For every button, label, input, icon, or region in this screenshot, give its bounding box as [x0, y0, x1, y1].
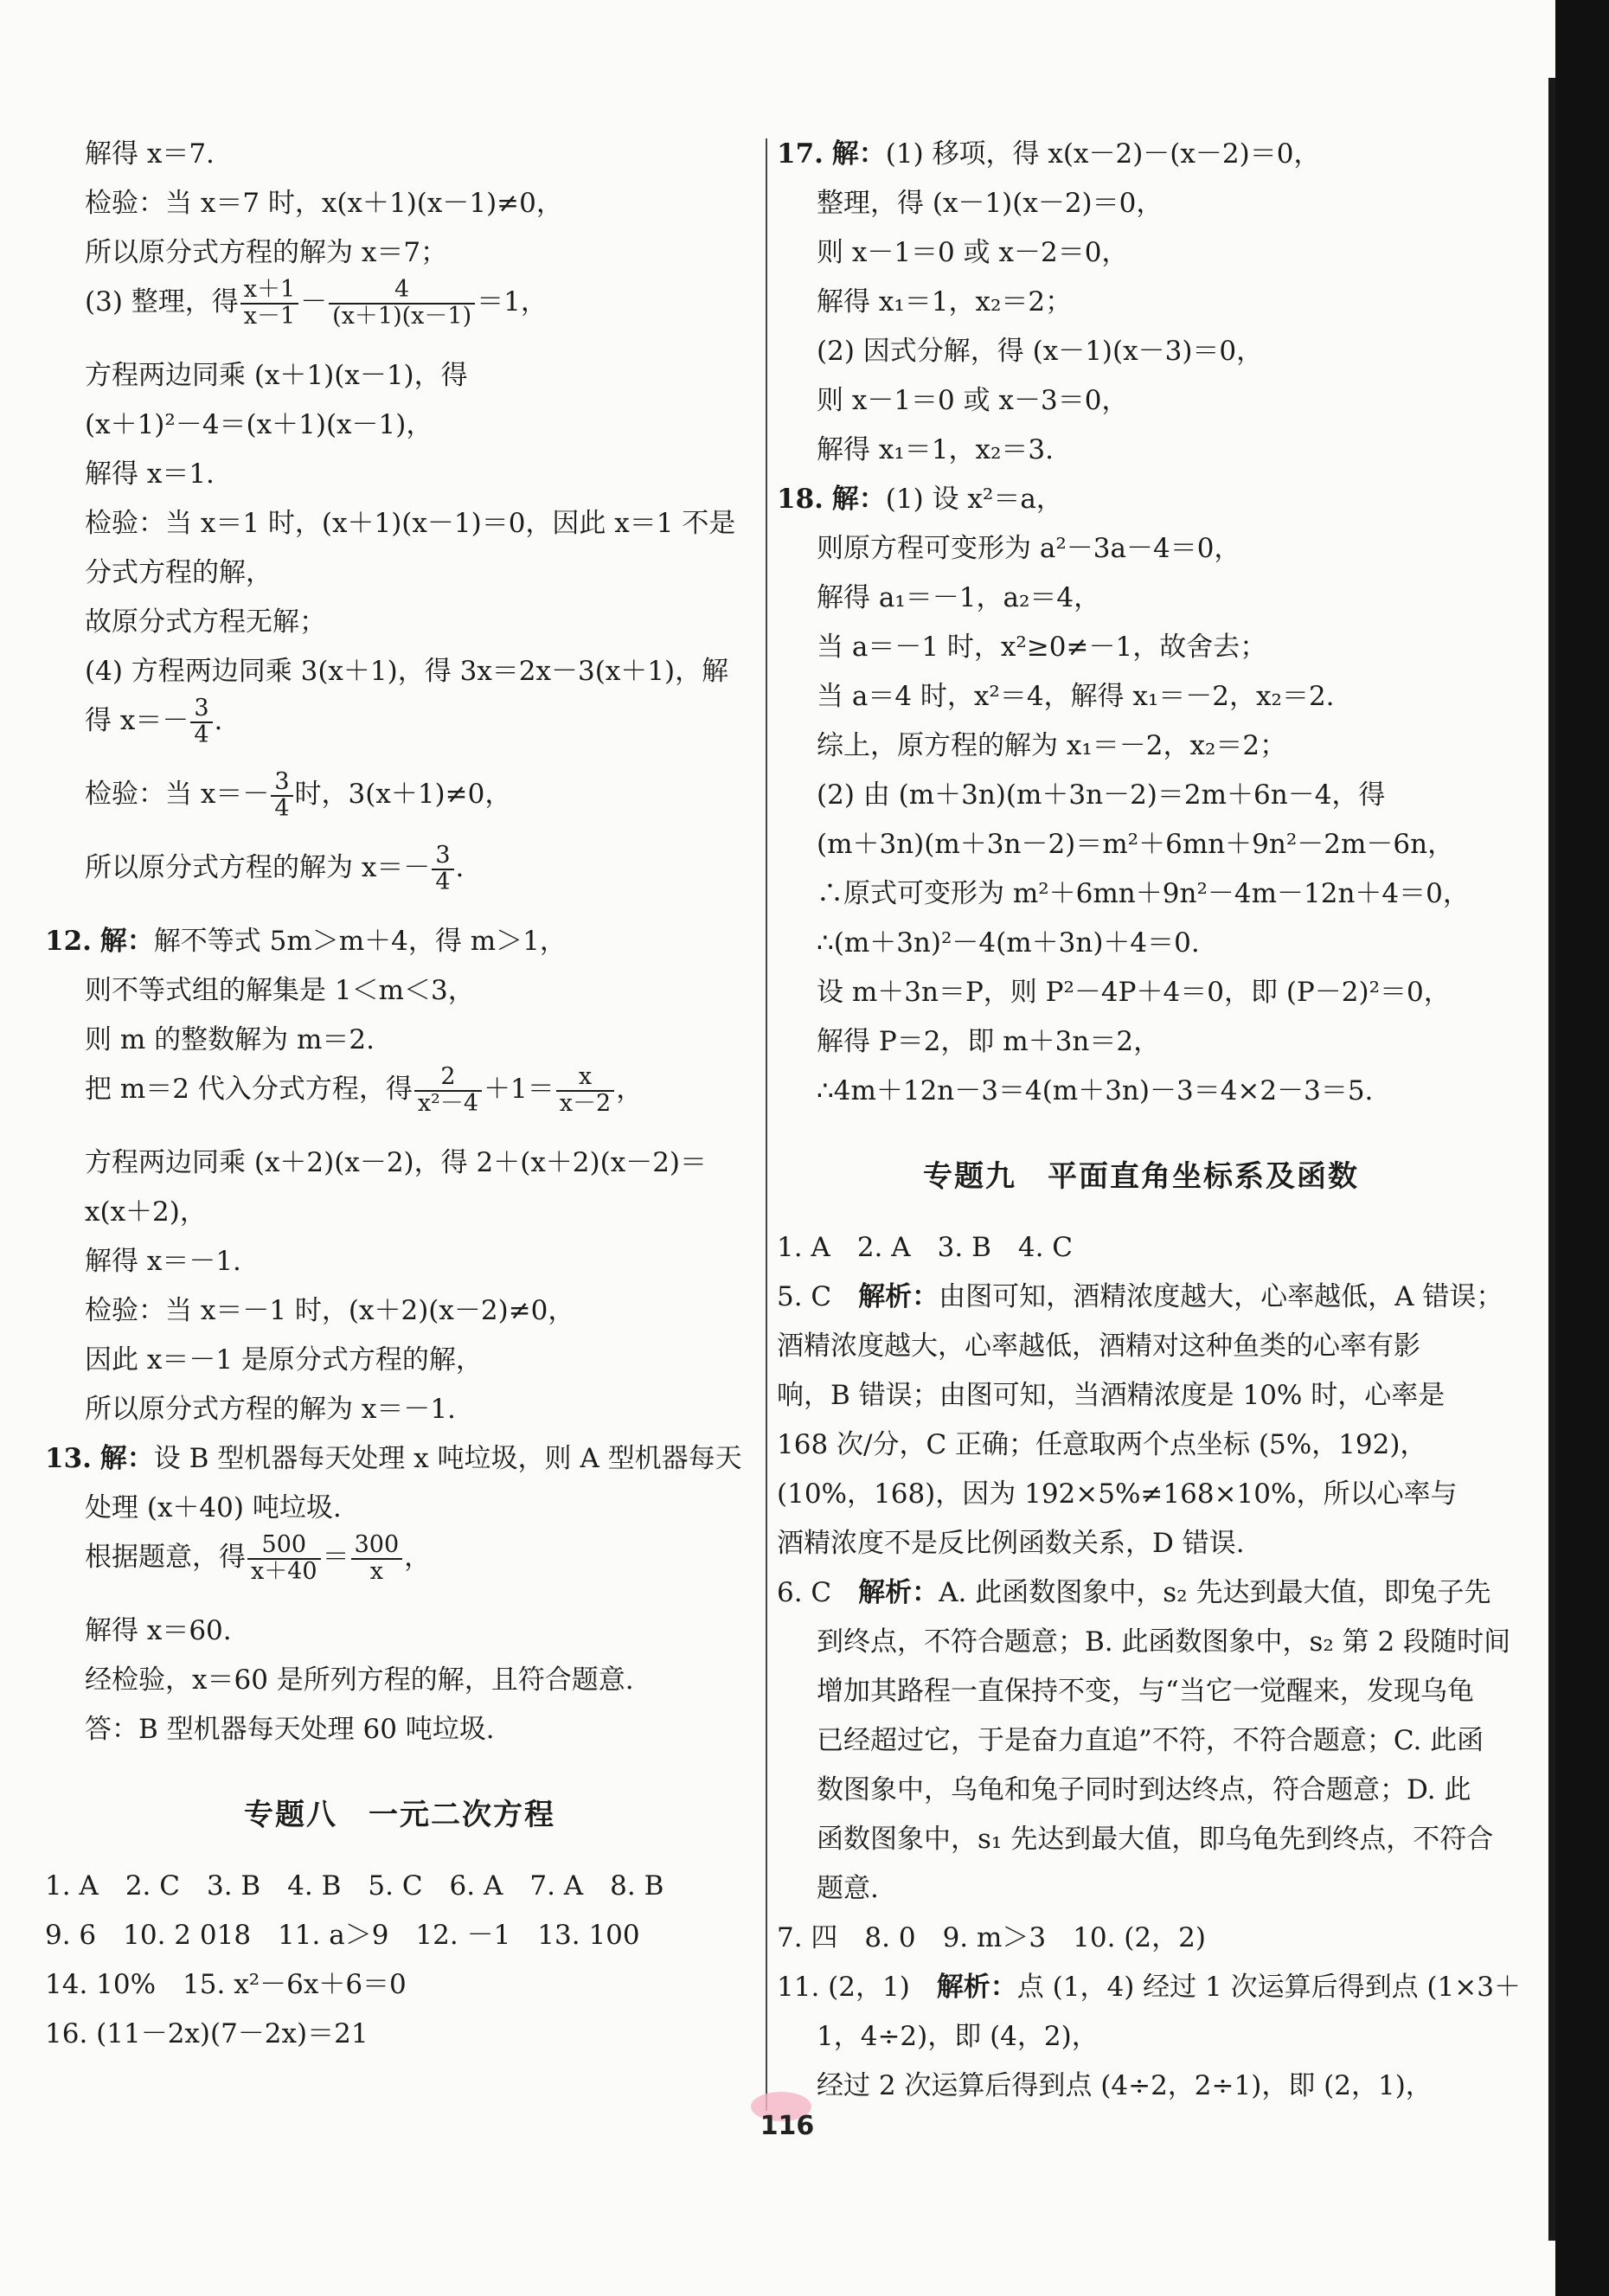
text: 得 x＝－	[85, 705, 189, 736]
text-line: 检验：当 x＝－1 时，(x＋2)(x－2)≠0，	[85, 1295, 575, 1326]
fraction: $\frac{4}{(x+1)(x-1)}$	[329, 278, 475, 329]
text-line: 当 a＝4 时，x²＝4，解得 x₁＝－2，x₂＝2.	[817, 681, 1335, 712]
text: ，	[616, 1074, 644, 1105]
text-line: 数图象中，乌龟和兔子同时到达终点，符合题意；D. 此	[817, 1774, 1471, 1805]
text: －	[300, 286, 328, 317]
text-line: 题意.	[817, 1873, 879, 1904]
text: ，	[404, 1542, 432, 1573]
fraction: $\frac{2}{\text{x²－4}}$	[414, 1065, 482, 1116]
text-line: 故原分式方程无解；	[85, 606, 326, 638]
fraction: $\frac{x}{x-2}$	[556, 1065, 614, 1116]
text-line: 响，B 错误；由图可知，当酒精浓度是 10% 时，心率是	[777, 1380, 1446, 1411]
text-line: 解得 a₁＝－1，a₂＝4，	[817, 582, 1101, 613]
scan-edge-shadow	[1555, 0, 1609, 2296]
text-line: ∴原式可变形为 m²＋6mn＋9n²－4m－12n＋4＝0，	[817, 878, 1470, 909]
fraction: $\frac{x+1}{x-1}$	[240, 278, 298, 329]
text-line: 已经超过它，于是奋力直追”不符，不符合题意；C. 此函	[817, 1725, 1484, 1756]
text: 把 m＝2 代入分式方程，得	[85, 1074, 413, 1105]
text-line: 当 a＝－1 时，x²≥0≠－1，故舍去；	[817, 632, 1267, 663]
problem-13: 13. 解：设 B 型机器每天处理 x 吨垃圾，则 A 型机器每天	[45, 1443, 742, 1474]
text-line: 到终点，不符合题意；B. 此函数图象中，s₂ 第 2 段随时间	[817, 1626, 1511, 1658]
text-line: 则 m 的整数解为 m＝2.	[85, 1024, 375, 1055]
text-line: 酒精浓度越大，心率越低，酒精对这种鱼类的心率有影	[777, 1331, 1420, 1362]
text-line: 整理，得 (x－1)(x－2)＝0，	[817, 188, 1163, 219]
text-line: 解得 P＝2，即 m＋3n＝2，	[817, 1026, 1161, 1057]
text-line: (10%，168)，因为 192×5%≠168×10%，所以心率与	[777, 1478, 1458, 1510]
text-line: x(x＋2)，	[85, 1196, 207, 1228]
text-line	[45, 1533, 754, 1607]
text-line: 检验：当 x＝7 时，x(x＋1)(x－1)≠0，	[85, 188, 563, 219]
text: ＝	[322, 1542, 349, 1573]
text-line: 函数图象中，s₁ 先达到最大值，即乌龟先到终点，不符合	[817, 1824, 1494, 1855]
problem-11: 11. (2，1) 解析：点 (1，4) 经过 1 次运算后得到点 (1×3＋	[777, 1972, 1521, 2003]
text-line: 设 m＋3n＝P，则 P²－4P＋4＝0，即 (P－2)²＝0，	[817, 977, 1451, 1008]
text-line: 168 次/分，C 正确；任意取两个点坐标 (5%，192)，	[777, 1429, 1427, 1460]
text-line: 1，4÷2)，即 (4，2)，	[817, 2021, 1099, 2052]
text: 检验：当 x＝－	[85, 779, 270, 810]
right-column	[777, 130, 1521, 2111]
answer-line: 1. A 2. C 3. B 4. B 5. C 6. A 7. A 8. B	[45, 1870, 664, 1902]
text-line	[45, 843, 754, 917]
text-line: 解得 x₁＝1，x₂＝3.	[817, 434, 1054, 465]
left-column	[45, 130, 754, 2059]
text-line: 因此 x＝－1 是原分式方程的解，	[85, 1344, 483, 1376]
answer-line: 16. (11－2x)(7－2x)＝21	[45, 2018, 369, 2049]
text-line	[45, 1065, 754, 1138]
text-line: 解得 x＝60.	[85, 1615, 232, 1646]
text-line: 检验：当 x＝1 时，(x＋1)(x－1)＝0，因此 x＝1 不是	[85, 508, 736, 539]
text-line: ∴4m＋12n－3＝4(m＋3n)－3＝4×2－3＝5.	[817, 1075, 1374, 1106]
text: 根据题意，得	[85, 1542, 246, 1573]
text-line: 则不等式组的解集是 1＜m＜3，	[85, 975, 475, 1006]
column-divider	[766, 138, 767, 2111]
text: .	[455, 852, 465, 883]
text-line: 解得 x＝1.	[85, 459, 215, 490]
text: (3) 整理，得	[85, 286, 239, 317]
text-line: 解得 x₁＝1，x₂＝2；	[817, 286, 1073, 317]
text-line: 经检验，x＝60 是所列方程的解，且符合题意.	[85, 1664, 634, 1696]
text-line: 酒精浓度不是反比例函数关系，D 错误.	[777, 1528, 1245, 1559]
text-line	[45, 696, 754, 770]
text-line	[45, 770, 754, 843]
answer-line: 7. 四 8. 0 9. m＞3 10. (2，2)	[777, 1922, 1206, 1953]
text-line: 综上，原方程的解为 x₁＝－2，x₂＝2；	[817, 730, 1287, 761]
text-line: 经过 2 次运算后得到点 (4÷2，2÷1)，即 (2，1)，	[817, 2070, 1433, 2101]
text-line: (2) 因式分解，得 (x－1)(x－3)＝0，	[817, 336, 1264, 367]
problem-6: 6. C 解析：A. 此函数图象中，s₂ 先达到最大值，即兔子先	[777, 1577, 1491, 1608]
section-title: 专题九 平面直角坐标系及函数	[923, 1159, 1359, 1194]
section-title: 专题八 一元二次方程	[244, 1798, 555, 1832]
problem-5: 5. C 解析：由图可知，酒精浓度越大，心率越低，A 错误；	[777, 1281, 1503, 1312]
text: ＝1，	[477, 286, 548, 317]
text-line: 处理 (x＋40) 吨垃圾.	[85, 1492, 342, 1523]
text-line: 则原方程可变形为 a²－3a－4＝0，	[817, 533, 1241, 564]
text-line: 则 x－1＝0 或 x－2＝0，	[817, 237, 1129, 268]
text-line	[45, 278, 754, 351]
fraction: $\frac{300}{x}$	[351, 1533, 403, 1584]
text-line: 所以原分式方程的解为 x＝7；	[85, 237, 448, 268]
text-line: 所以原分式方程的解为 x＝－1.	[85, 1394, 456, 1425]
answer-line: 9. 6 10. 2 018 11. a＞9 12. －1 13. 100	[45, 1920, 640, 1951]
text: 时，3(x＋1)≠0，	[294, 779, 512, 810]
text-line: ∴(m＋3n)²－4(m＋3n)＋4＝0.	[817, 927, 1200, 959]
problem-18: 18. 解：(1) 设 x²＝a，	[777, 484, 1063, 515]
text-line: 分式方程的解，	[85, 557, 272, 588]
text: ＋1＝	[484, 1074, 554, 1105]
answer-line: 14. 10% 15. x²－6x＋6＝0	[45, 1969, 407, 2000]
text-line: 增加其路程一直保持不变，与“当它一觉醒来，发现乌龟	[817, 1676, 1474, 1707]
fraction: $\frac{3}{4}$	[271, 770, 292, 821]
text: 所以原分式方程的解为 x＝－	[85, 852, 431, 883]
text-line: 方程两边同乘 (x＋1)(x－1)，得	[85, 360, 468, 391]
text-line: (m＋3n)(m＋3n－2)＝m²＋6mn＋9n²－2m－6n，	[817, 829, 1455, 860]
text-line: 答：B 型机器每天处理 60 吨垃圾.	[85, 1714, 495, 1745]
problem-12: 12. 解：解不等式 5m＞m＋4，得 m＞1，	[45, 926, 567, 957]
answer-line: 1. A 2. A 3. B 4. C	[777, 1232, 1073, 1263]
text-line: (x＋1)²－4＝(x＋1)(x－1)，	[85, 409, 433, 440]
text-line: 解得 x＝－1.	[85, 1246, 241, 1277]
text: .	[214, 705, 223, 736]
text-line: 方程两边同乘 (x＋2)(x－2)，得 2＋(x＋2)(x－2)＝	[85, 1147, 708, 1178]
fraction: $\frac{500}{x+40}$	[247, 1533, 321, 1584]
fraction: $\frac{3}{4}$	[190, 696, 212, 747]
text-line: (4) 方程两边同乘 3(x＋1)，得 3x＝2x－3(x＋1)，解	[85, 656, 729, 687]
page-number: 116	[760, 2111, 815, 2141]
fraction: $\frac{3}{4}$	[432, 843, 453, 895]
text-line: (2) 由 (m＋3n)(m＋3n－2)＝2m＋6n－4，得	[817, 779, 1386, 811]
problem-17: 17. 解：(1) 移项，得 x(x－2)－(x－2)＝0，	[777, 138, 1321, 170]
text-line: 则 x－1＝0 或 x－3＝0，	[817, 385, 1129, 416]
text-line: 解得 x＝7.	[85, 138, 215, 170]
